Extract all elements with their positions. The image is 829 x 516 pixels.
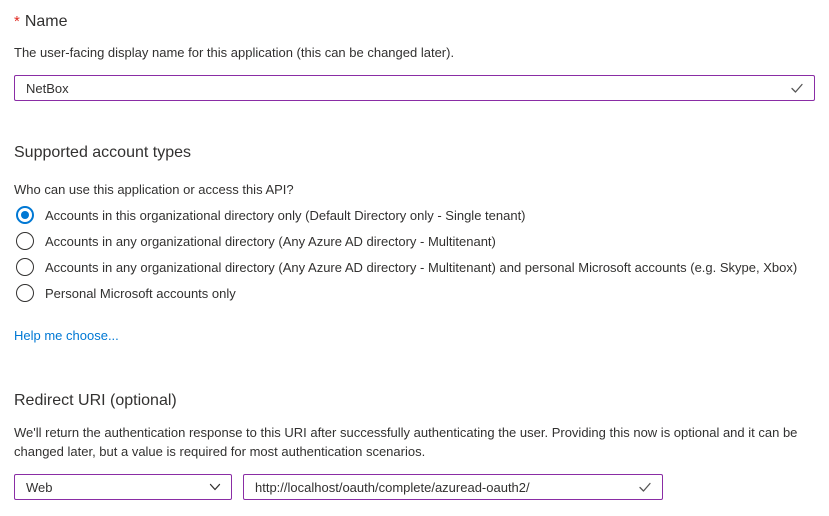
name-input-wrap: [14, 75, 815, 101]
uri-input-wrap: [243, 474, 663, 500]
radio-icon[interactable]: [16, 232, 34, 250]
platform-select-value: Web: [26, 479, 53, 495]
redirect-uri-row: [14, 474, 815, 500]
radio-icon[interactable]: [16, 284, 34, 302]
radio-option-single-tenant[interactable]: [14, 202, 815, 228]
required-asterisk: *: [14, 13, 20, 30]
radio-icon[interactable]: [16, 258, 34, 276]
account-types-radio-group: [14, 202, 815, 306]
radio-icon[interactable]: [16, 206, 34, 224]
name-title-text: Name: [24, 13, 68, 30]
radio-option-label: Accounts in this organizational directory only (Default Directory only - Single tenant): [45, 207, 526, 223]
radio-option-label: Accounts in any organizational directory (Any Azure AD directory - Multitenant): [45, 233, 496, 249]
platform-select[interactable]: [14, 474, 232, 500]
redirect-uri-description: We'll return the authentication response to this URI after successfully authenticating the user. Providing this now is optional and it can be changed later, but a value is required for most authentication scenarios.: [14, 425, 798, 459]
name-input[interactable]: [14, 75, 815, 101]
name-description: The user-facing display name for this application (this can be changed later).: [14, 45, 455, 60]
redirect-uri-title: Redirect URI (optional): [14, 392, 177, 409]
radio-option-multitenant[interactable]: [14, 228, 815, 254]
account-types-question: Who can use this application or access this API?: [14, 182, 294, 197]
account-types-title: Supported account types: [14, 144, 192, 161]
radio-option-label: Accounts in any organizational directory (Any Azure AD directory - Multitenant) and personal Microsoft accounts (e.g. Skype, Xbox): [45, 259, 798, 275]
radio-option-label: Personal Microsoft accounts only: [45, 285, 236, 301]
radio-option-multitenant-personal[interactable]: [14, 254, 815, 280]
redirect-uri-input[interactable]: [243, 474, 663, 500]
platform-select-wrap: [14, 474, 232, 500]
name-section-title: [14, 12, 815, 32]
help-me-choose-link[interactable]: Help me choose...: [14, 328, 119, 343]
radio-option-personal-only[interactable]: [14, 280, 815, 306]
